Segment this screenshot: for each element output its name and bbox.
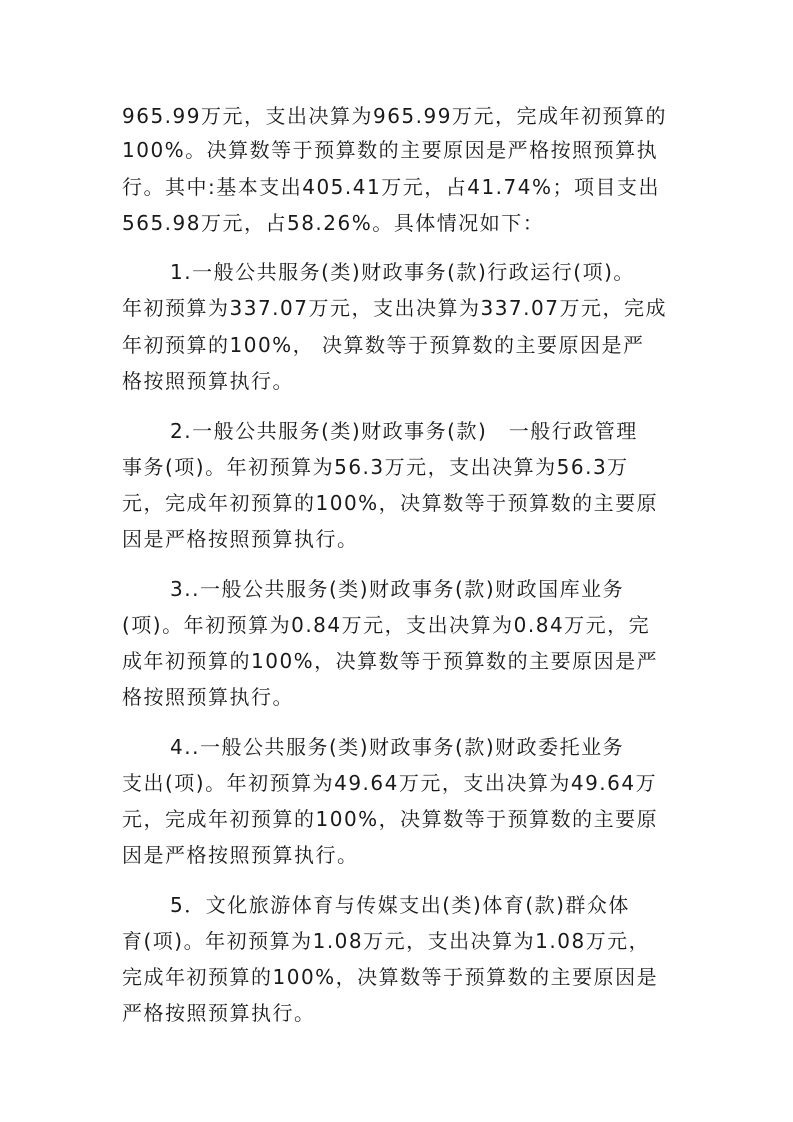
text-line: (项)。年初预算为0.84万元，支出决算为0.84万元，完: [122, 613, 651, 637]
text-line: 年初预算为337.07万元，支出决算为337.07万元，完成: [122, 296, 667, 320]
text-line: 成年初预算的100%，决算数等于预算数的主要原因是严: [122, 649, 659, 673]
text-line: 年初预算的100%， 决算数等于预算数的主要原因是严: [122, 333, 645, 357]
text-line: 育(项)。年初预算为1.08万元，支出决算为1.08万元，: [122, 929, 651, 953]
text-line: 行。其中:基本支出405.41万元，占41.74%；项目支出: [122, 175, 660, 199]
text-line: 2.一般公共服务(类)财政事务(款) 一般行政管理: [170, 419, 638, 443]
text-line: 支出(项)。年初预算为49.64万元，支出决算为49.64万: [122, 771, 658, 795]
text-line: 3..一般公共服务(类)财政事务(款)财政国库业务: [170, 577, 625, 601]
text-line: 完成年初预算的100%，决算数等于预算数的主要原因是: [122, 965, 659, 989]
text-line: 4..一般公共服务(类)财政事务(款)财政委托业务: [170, 735, 625, 759]
text-line: 5．文化旅游体育与传媒支出(类)体育(款)群众体: [170, 893, 630, 917]
text-line: 格按照预算执行。: [122, 369, 294, 393]
text-line: 因是严格按照预算执行。: [122, 843, 359, 867]
text-line: 格按照预算执行。: [122, 685, 294, 709]
text-line: 事务(项)。年初预算为56.3万元，支出决算为56.3万: [122, 455, 629, 479]
text-line: 元，完成年初预算的100%，决算数等于预算数的主要原: [122, 807, 659, 831]
text-line: 元，完成年初预算的100%，决算数等于预算数的主要原: [122, 491, 659, 515]
text-line: 965.99万元，支出决算为965.99万元，完成年初预算的: [122, 104, 667, 128]
text-line: 565.98万元，占58.26%。具体情况如下：: [122, 211, 545, 235]
text-line: 100%。决算数等于预算数的主要原因是严格按照预算执: [122, 138, 659, 162]
text-line: 1.一般公共服务(类)财政事务(款)行政运行(项)。: [170, 260, 635, 284]
text-line: 因是严格按照预算执行。: [122, 527, 359, 551]
text-line: 严格按照预算执行。: [122, 1001, 316, 1025]
